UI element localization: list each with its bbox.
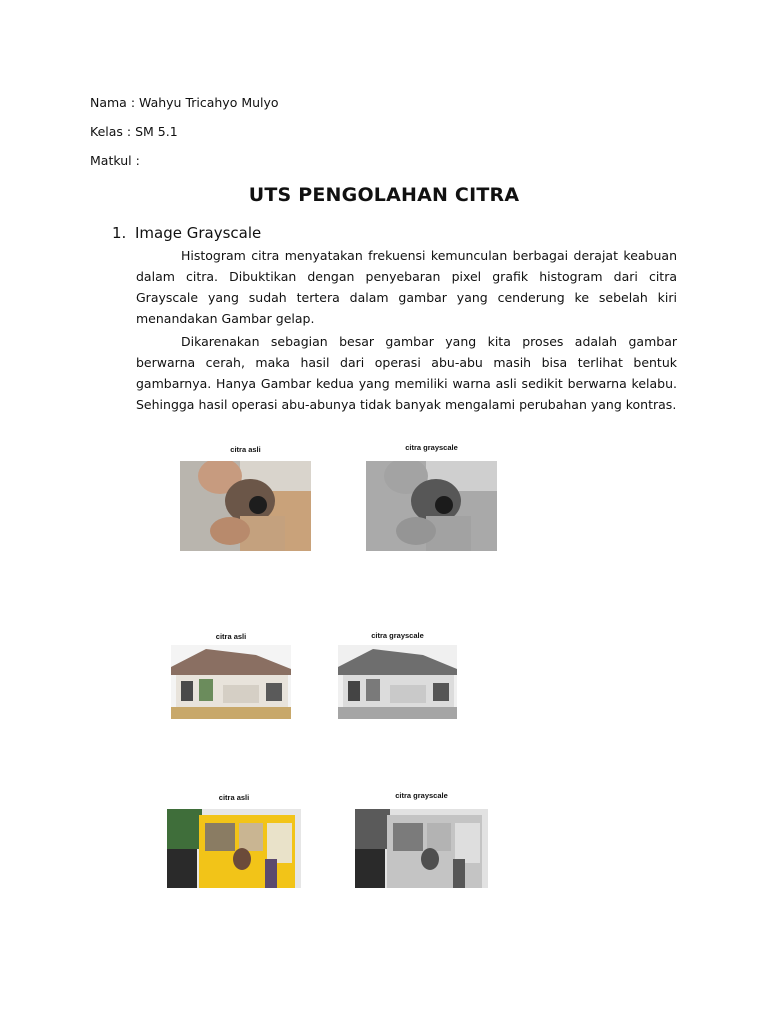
figure-2-original-image xyxy=(171,645,291,719)
figure-3-original-caption: citra asli xyxy=(218,793,250,802)
figure-3-gray-caption: citra grayscale xyxy=(395,791,448,800)
figure-2-original-caption: citra asli xyxy=(215,632,247,641)
page-title: UTS PENGOLAHAN CITRA xyxy=(248,184,520,206)
figure-1-gray-caption: citra grayscale xyxy=(405,443,458,452)
figure-1-original-image xyxy=(180,461,311,551)
section-heading-text: Image Grayscale xyxy=(135,224,262,242)
paragraph-2: Dikarenakan sebagian besar gambar yang kita proses adalah gambar berwarna cerah, maka hasil dari operasi abu-abu masih bisa terlihat bentuk gambarnya. Hanya Gambar kedua yang memiliki warna asli sedikit berwarna kelabu. Sehingga hasil operasi abu-abunya tidak banyak mengalami perubahan yang kontras. xyxy=(136,334,677,412)
figure-3-original-image xyxy=(167,809,301,888)
course-name: Matkul : xyxy=(90,153,140,168)
figure-2-gray-caption: citra grayscale xyxy=(371,631,424,640)
figure-2-gray-image xyxy=(338,645,457,719)
student-name: Nama : Wahyu Tricahyo Mulyo xyxy=(90,95,279,110)
paragraph-1: Histogram citra menyatakan frekuensi kemunculan berbagai derajat keabuan dalam citra. Dibuktikan dengan penyebaran pixel grafik histogram dari citra Grayscale yang sudah tertera dalam gambar yang cenderung ke sebelah kiri menandakan Gambar gelap. xyxy=(136,248,677,326)
section-heading xyxy=(112,224,261,242)
figure-1-gray-image xyxy=(366,461,497,551)
figure-1-original-caption: citra asli xyxy=(230,445,261,454)
student-class: Kelas : SM 5.1 xyxy=(90,124,178,139)
figure-3-gray-image xyxy=(355,809,488,888)
section-number: 1. xyxy=(112,224,127,242)
